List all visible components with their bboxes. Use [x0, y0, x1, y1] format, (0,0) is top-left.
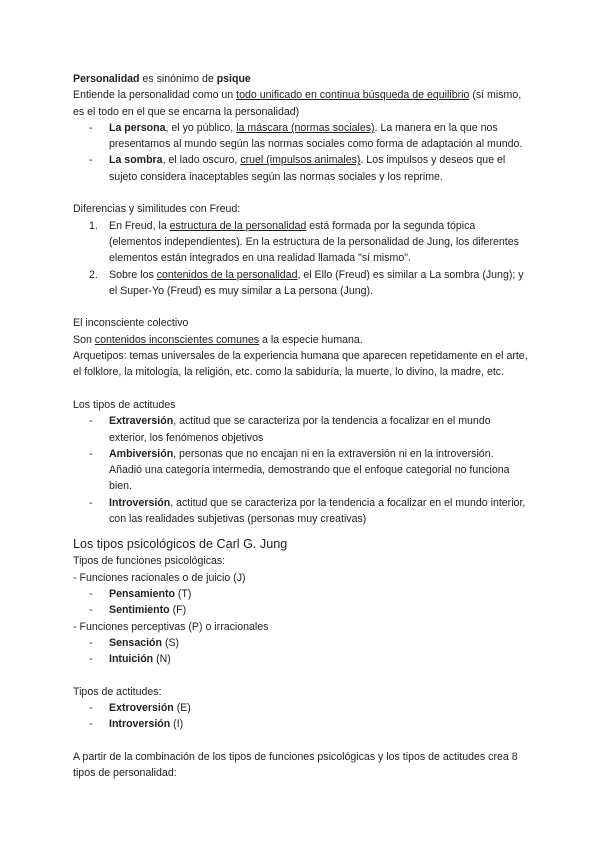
dash-marker: -: [89, 121, 93, 134]
freud-list: [73, 218, 528, 299]
text-run: Sobre los: [109, 268, 157, 281]
list-item: [73, 495, 528, 528]
underlined-phrase: cruel (impulsos animales): [240, 154, 361, 167]
underlined-phrase: contenidos inconscientes comunes: [94, 333, 260, 346]
list-item: [73, 635, 528, 651]
dash-marker: -: [89, 718, 93, 731]
perceptive-functions-list: [73, 635, 528, 668]
list-item: [73, 586, 528, 602]
item-term: Pensamiento: [109, 587, 175, 600]
text-run: , actitud que se caracteriza por la tendencia a focalizar en el mundo exterior, los fenómenos objetivos: [109, 415, 491, 444]
text-run: . La manera en la que nos presentamos al mundo según las normas sociales como forma de adaptación al mundo.: [109, 121, 523, 151]
list-item: [73, 218, 528, 267]
list-item: [73, 700, 528, 716]
closing-paragraph: A partir de la combinación de los tipos de funciones psicológicas y los tipos de actitudes crea 8 tipos de personalidad:: [73, 750, 518, 780]
document-body: [73, 71, 528, 781]
dash-marker: -: [89, 636, 93, 649]
text-run: (F): [169, 604, 187, 617]
underlined-phrase: la máscara (normas sociales): [236, 121, 375, 134]
text-run: (sí mismo, es el todo en el que se encarna la personalidad): [73, 89, 522, 118]
item-term: Intuición: [109, 653, 154, 666]
dash-marker: -: [89, 154, 93, 167]
item-term: Introversión: [109, 718, 171, 731]
list-item: [73, 602, 528, 618]
archetypes-paragraph: Arquetipos: temas universales de la experiencia humana que aparecen repetidamente en el arte, el folklore, la mitología, la religión, etc. como la sabiduría, la muerte, lo divino, la madre, etc.: [73, 350, 528, 379]
term-psique: psique: [216, 73, 251, 85]
text-run: . Los impulsos y deseos que el sujeto considera inaceptables según las normas sociales y los reprime.: [109, 154, 506, 183]
text-run: Son: [73, 333, 95, 346]
functions-subheading: Tipos de funciones psicológicas:: [73, 555, 226, 568]
underlined-phrase: todo unificado en continua búsqueda de equilibrio: [236, 89, 470, 102]
dash-marker: -: [89, 496, 93, 509]
text-run: (N): [153, 653, 171, 666]
number-marker: 1.: [89, 219, 98, 232]
list-item: [73, 120, 528, 153]
list-item: [73, 413, 528, 446]
text-run: a la especie humana.: [259, 333, 363, 346]
item-term: La sombra: [109, 154, 163, 167]
item-term: Ambiversión: [109, 447, 174, 460]
intro-definition: [73, 87, 528, 120]
text-run: es sinónimo de: [139, 73, 217, 85]
freud-heading: Diferencias y similitudes con Freud:: [73, 203, 241, 216]
persona-sombra-list: [73, 120, 528, 185]
item-term: Sentimiento: [109, 604, 170, 617]
dash-marker: -: [89, 701, 93, 714]
text-run: , actitud que se caracteriza por la tendencia a focalizar en el mundo interior, con las realidades subjetivas (personas muy creativas): [109, 496, 526, 526]
attitudes-heading: Los tipos de actitudes: [73, 398, 176, 411]
list-item: [73, 716, 528, 732]
item-term: Extraversión: [109, 415, 174, 428]
item-term: Extroversión: [109, 701, 174, 714]
collective-heading: El inconsciente colectivo: [73, 317, 189, 330]
text-run: está formada por la segunda tópica (elementos independientes). En la estructura de la personalidad de Jung, los diferentes elementos están integrados en una realidad llamada "sí mismo".: [109, 219, 519, 265]
rational-functions-line: - Funciones racionales o de juicio (J): [73, 571, 246, 584]
underlined-phrase: estructura de la personalidad: [169, 219, 307, 232]
list-item: [73, 651, 528, 667]
dash-marker: -: [89, 587, 93, 600]
text-run: (T): [174, 587, 192, 600]
dash-marker: -: [89, 447, 93, 460]
list-item: [73, 446, 528, 495]
text-run: , el lado oscuro,: [162, 154, 241, 167]
dash-marker: -: [89, 653, 93, 666]
attitudes-list: [73, 413, 528, 527]
list-item: [73, 267, 528, 300]
text-run: En Freud, la: [109, 219, 170, 232]
rational-functions-list: [73, 586, 528, 619]
item-term: Sensación: [109, 636, 162, 649]
attitude-types-list: [73, 700, 528, 733]
list-item: [73, 152, 528, 185]
dash-marker: -: [89, 415, 93, 428]
attitude-types-subheading: Tipos de actitudes:: [73, 685, 162, 698]
number-marker: 2.: [89, 268, 98, 281]
collective-definition: [73, 332, 528, 348]
text-run: , el yo público,: [165, 121, 237, 134]
text-run: , el Ello (Freud) es similar a La sombra (Jung); y el Super-Yo (Freud) es muy similar a La persona (Jung).: [109, 268, 524, 297]
underlined-phrase: contenidos de la personalidad: [156, 268, 298, 281]
intro-line: [73, 71, 528, 87]
dash-marker: -: [89, 604, 93, 617]
text-run: Entiende la personalidad como un: [73, 89, 237, 102]
item-term: Introversión: [109, 496, 171, 509]
item-term: La persona: [109, 121, 166, 134]
types-heading: Los tipos psicológicos de Carl G. Jung: [73, 537, 288, 552]
text-run: (I): [170, 718, 184, 731]
text-run: (S): [162, 636, 180, 649]
text-run: (E): [173, 701, 191, 714]
perceptive-functions-line: - Funciones perceptivas (P) o irracionales: [73, 620, 269, 633]
term-personalidad: Personalidad: [73, 73, 140, 85]
text-run: , personas que no encajan ni en la extraversión ni en la introversión. Añadió una categoría intermedia, demostrando que el enfoque categorial no funciona bien.: [109, 447, 510, 493]
